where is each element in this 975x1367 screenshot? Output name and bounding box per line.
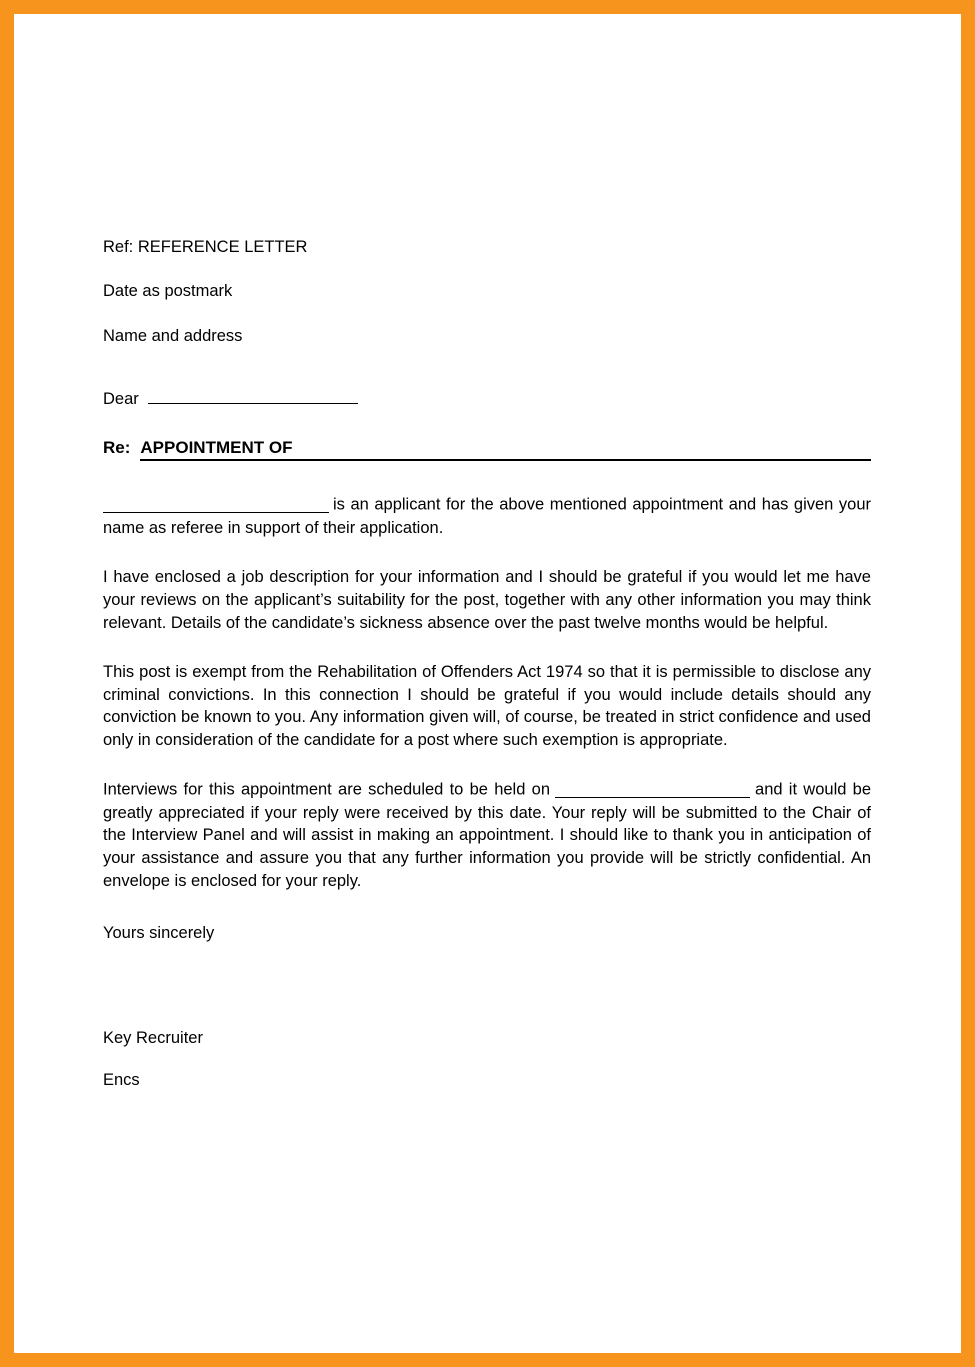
reference-line: Ref: REFERENCE LETTER (103, 238, 308, 256)
enclosures-note: Encs (103, 1071, 140, 1090)
salutation-label: Dear (103, 390, 139, 409)
letter-content (103, 236, 871, 1090)
paragraph-rehabilitation-act: This post is exempt from the Rehabilitation of Offenders Act 1974 so that it is permissible to disclose any criminal convictions. In this connection I should be grateful if you would include details should any conviction be known to you. Any information given will, of course, be treated in strict confidence and used only in consideration of the candidate for a post where such exemption is appropriate. (103, 663, 871, 749)
paragraph-interviews (103, 778, 871, 892)
letter-page (14, 14, 961, 1353)
paragraph-interviews-text-before: Interviews for this appointment are scheduled to be held on (103, 781, 551, 800)
signatory-name: Key Recruiter (103, 1029, 203, 1048)
applicant-name-blank-field[interactable] (103, 496, 329, 513)
date-line: Date as postmark (103, 282, 233, 301)
salutation-blank-field[interactable] (148, 388, 358, 405)
subject-heading (103, 438, 871, 461)
subject-text[interactable]: APPOINTMENT OF (140, 438, 871, 461)
interview-date-blank-field[interactable] (555, 781, 750, 798)
paragraph-applicant (103, 493, 871, 539)
salutation (103, 388, 871, 410)
recipient-address-line: Name and address (103, 326, 243, 345)
paragraph-interviews-text-after: and it would be greatly appreciated if your reply were received by this date. Your reply will be submitted to the Chair of the Interview Panel and will assist in making an appointment. I should like to thank you in anticipation of your assistance and assure you that any further information you provide will be strictly confidential. An envelope is enclosed for your reply. (103, 781, 872, 890)
sign-off: Yours sincerely (103, 924, 215, 943)
subject-label: Re: (103, 438, 131, 458)
paragraph-job-description: I have enclosed a job description for your information and I should be grateful if you would let me have your reviews on the applicant’s suitability for the post, together with any other information you may think relevant. Details of the candidate’s sickness absence over the past twelve months would be helpful. (103, 568, 871, 632)
paragraph-applicant-text: is an applicant for the above mentioned appointment and has given your name as referee in support of their application. (103, 496, 871, 537)
